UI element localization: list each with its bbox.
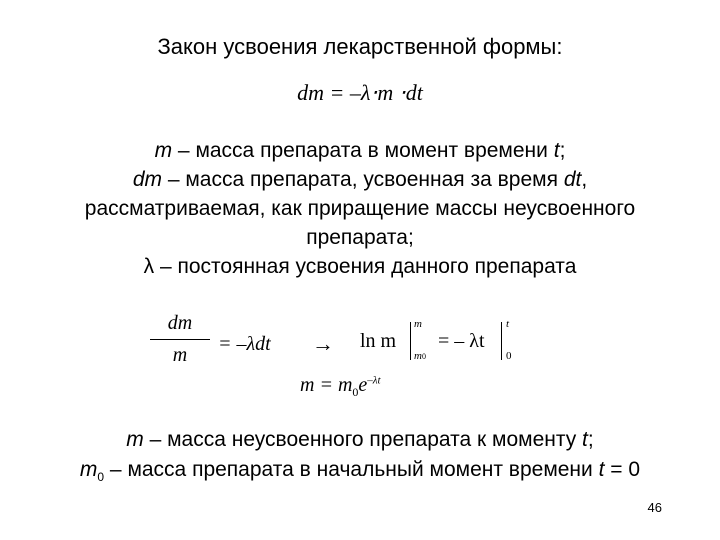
main-equation: [0, 80, 720, 106]
definition-text: – масса препарата в начальный момент времени: [104, 458, 599, 481]
limit-bar-2: [501, 322, 502, 360]
eq3-lhs: m = m: [300, 374, 353, 396]
symbol: m: [79, 458, 98, 481]
definition-m: [0, 136, 720, 165]
definition-text: – масса препарата, усвоенная за время: [162, 168, 564, 191]
ln-expression: ln m: [360, 330, 397, 352]
definition-lambda: λ – постоянная усвоения данного препарата: [143, 255, 577, 278]
definition-line: рассматриваемая, как приращение массы неусвоенного: [84, 197, 636, 220]
main-equation-lhs: dm: [297, 80, 324, 105]
limit-upper-1: m: [414, 318, 422, 330]
definition-text: – масса препарата в момент времени: [172, 139, 554, 162]
definition-dm: [0, 165, 720, 194]
limit-lower-2: 0: [506, 350, 512, 362]
eq3-sub: 0: [352, 385, 359, 399]
definition-tail: ;: [559, 139, 566, 162]
arrow-icon: →: [312, 331, 334, 356]
fraction-denominator: m: [172, 344, 188, 366]
fraction-bar: [150, 339, 210, 340]
rhs-integral: = – λt: [438, 330, 485, 352]
var: t: [598, 458, 605, 481]
definition-m-unabsorbed: [0, 425, 720, 455]
var: dt: [563, 168, 582, 191]
definition-line: препарата;: [306, 226, 414, 249]
symbol: dm: [132, 168, 162, 191]
definitions-block-2: [0, 425, 720, 492]
slide-title: Закон усвоения лекарственной формы:: [157, 34, 563, 59]
exponential-equation: [300, 374, 381, 400]
var: t: [582, 428, 588, 451]
definition-tail: = 0: [604, 458, 641, 481]
symbol-sub: 0: [97, 470, 105, 485]
limit-bar-1: [410, 322, 411, 360]
definition-text: – масса неусвоенного препарата к моменту: [143, 428, 583, 451]
eq3-e: e: [358, 374, 368, 396]
symbol: m: [126, 428, 144, 451]
limit-upper-2: t: [506, 318, 510, 330]
page-number: 46: [647, 500, 662, 515]
limit-lower-1: m0: [414, 350, 426, 362]
symbol: m: [154, 139, 173, 162]
var: t: [553, 139, 560, 162]
main-equation-rhs: = –λ⋅m ⋅dt: [329, 80, 423, 105]
fraction-dm-over-m: [150, 312, 210, 367]
definition-tail: ,: [581, 168, 588, 191]
fraction-rhs: = –λdt: [218, 333, 271, 355]
definition-tail: ;: [587, 428, 594, 451]
definitions-block-1: [0, 136, 720, 281]
eq3-exp: –λt: [367, 374, 381, 387]
definition-m0: [0, 455, 720, 492]
fraction-numerator: dm: [167, 312, 193, 334]
